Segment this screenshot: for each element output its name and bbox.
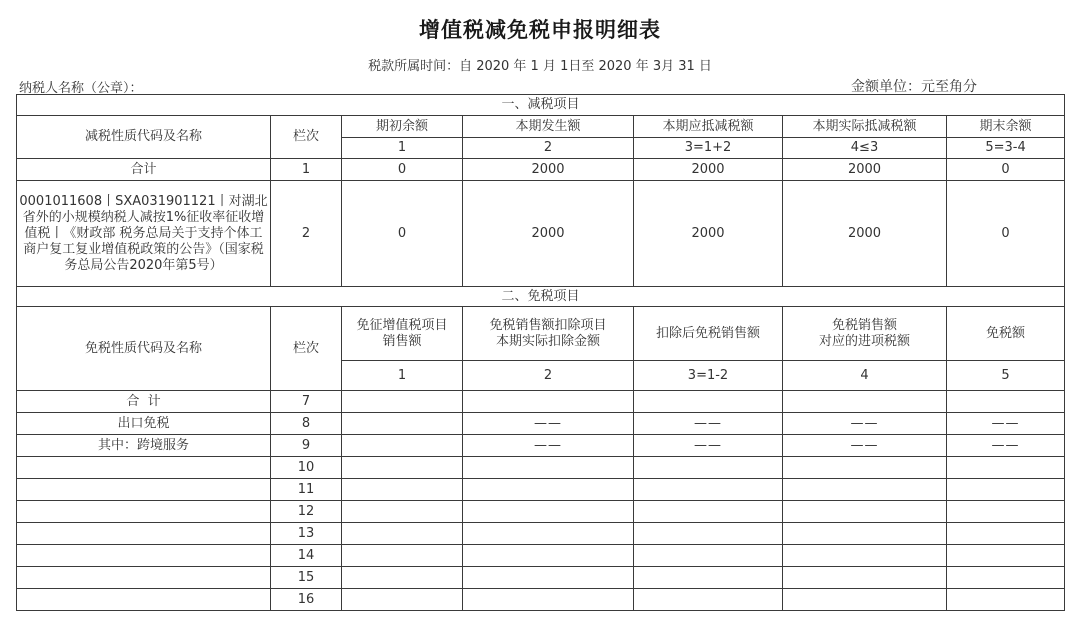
amount-cell[interactable] [947, 391, 1065, 413]
amount-cell[interactable] [342, 457, 463, 479]
row-name[interactable] [17, 545, 271, 567]
row-name[interactable] [17, 567, 271, 589]
col-header-exempt-sales: 免征增值税项目 销售额 [342, 307, 463, 361]
amount-cell[interactable] [783, 567, 947, 589]
formula-cell: 3=1+2 [634, 138, 783, 159]
col-header-deductible: 本期应抵减税额 [634, 116, 783, 138]
amount-cell[interactable] [634, 567, 783, 589]
table-row [17, 435, 1065, 457]
taxpayer-name-label: 纳税人名称（公章）： [19, 81, 143, 96]
row-line: 12 [271, 501, 342, 523]
row-line: 8 [271, 413, 342, 435]
section2-name-header: 免税性质代码及名称 [17, 307, 271, 391]
na-cell: —— [947, 435, 1065, 457]
amount-cell[interactable]: 0 [342, 159, 463, 181]
formula-cell: 4 [783, 361, 947, 391]
table-row [17, 589, 1065, 611]
col-header-opening-balance: 期初余额 [342, 116, 463, 138]
na-cell: —— [463, 435, 634, 457]
section2-header-row [17, 307, 1065, 361]
amount-cell[interactable] [947, 501, 1065, 523]
amount-cell[interactable] [634, 391, 783, 413]
formula-cell: 5 [947, 361, 1065, 391]
amount-cell[interactable] [947, 589, 1065, 611]
formula-cell: 2 [463, 361, 634, 391]
amount-cell[interactable] [783, 479, 947, 501]
amount-cell[interactable] [463, 391, 634, 413]
section1-title-row [17, 95, 1065, 116]
row-name: 出口免税 [17, 413, 271, 435]
table-row [17, 413, 1065, 435]
na-cell: —— [634, 413, 783, 435]
na-cell: —— [783, 435, 947, 457]
col-header-net-exempt-sales: 扣除后免税销售额 [634, 307, 783, 361]
formula-cell: 1 [342, 361, 463, 391]
table-row [17, 181, 1065, 287]
formula-cell: 3=1-2 [634, 361, 783, 391]
amount-cell[interactable] [463, 545, 634, 567]
row-line: 7 [271, 391, 342, 413]
amount-cell[interactable] [947, 457, 1065, 479]
amount-cell[interactable] [634, 501, 783, 523]
row-line: 15 [271, 567, 342, 589]
table-row [17, 457, 1065, 479]
amount-cell[interactable] [783, 457, 947, 479]
formula-cell: 4≤3 [783, 138, 947, 159]
row-line: 13 [271, 523, 342, 545]
amount-cell[interactable]: 2000 [634, 159, 783, 181]
formula-cell: 1 [342, 138, 463, 159]
row-line: 11 [271, 479, 342, 501]
na-cell: —— [947, 413, 1065, 435]
formula-cell: 5=3-4 [947, 138, 1065, 159]
section2-title-row [17, 287, 1065, 307]
row-name: 其中：跨境服务 [17, 435, 271, 457]
amount-cell[interactable]: 0 [947, 181, 1065, 287]
row-name[interactable] [17, 457, 271, 479]
amount-cell[interactable] [342, 501, 463, 523]
amount-cell[interactable]: 2000 [783, 181, 947, 287]
amount-cell[interactable] [783, 523, 947, 545]
col-header-current-amount: 本期发生额 [463, 116, 634, 138]
amount-cell[interactable] [342, 413, 463, 435]
amount-cell[interactable] [342, 567, 463, 589]
amount-cell[interactable] [947, 567, 1065, 589]
table-row [17, 523, 1065, 545]
amount-cell[interactable] [783, 545, 947, 567]
table-row [17, 159, 1065, 181]
row-line: 2 [271, 181, 342, 287]
row-name[interactable] [17, 523, 271, 545]
section2-title: 二、免税项目 [17, 287, 1065, 307]
row-name[interactable] [17, 501, 271, 523]
form-title: 增值税减免税申报明细表 [419, 18, 661, 42]
section1-line-header: 栏次 [271, 116, 342, 159]
section1-name-header: 减税性质代码及名称 [17, 116, 271, 159]
amount-cell[interactable] [463, 479, 634, 501]
formula-cell: 2 [463, 138, 634, 159]
amount-cell[interactable]: 2000 [783, 159, 947, 181]
amount-cell[interactable] [634, 479, 783, 501]
col-header-input-tax: 免税销售额 对应的进项税额 [783, 307, 947, 361]
table-row [17, 501, 1065, 523]
amount-cell[interactable] [463, 457, 634, 479]
section1-title: 一、减税项目 [17, 95, 1065, 116]
table-row [17, 479, 1065, 501]
na-cell: —— [463, 413, 634, 435]
col-header-exempt-amount: 免税额 [947, 307, 1065, 361]
amount-cell[interactable] [342, 479, 463, 501]
col-header-closing-balance: 期末余额 [947, 116, 1065, 138]
section1-header-row [17, 116, 1065, 138]
amount-cell[interactable] [947, 479, 1065, 501]
row-line: 14 [271, 545, 342, 567]
amount-cell[interactable] [783, 391, 947, 413]
section2-line-header: 栏次 [271, 307, 342, 391]
na-cell: —— [783, 413, 947, 435]
amount-cell[interactable] [342, 545, 463, 567]
table-row [17, 391, 1065, 413]
amount-cell[interactable]: 0 [342, 181, 463, 287]
amount-cell[interactable] [634, 523, 783, 545]
amount-cell[interactable] [342, 589, 463, 611]
na-cell: —— [634, 435, 783, 457]
col-header-actual-deducted: 本期实际抵减税额 [783, 116, 947, 138]
amount-cell[interactable] [463, 567, 634, 589]
row-name[interactable] [17, 479, 271, 501]
amount-cell[interactable] [634, 589, 783, 611]
amount-cell[interactable] [463, 589, 634, 611]
amount-cell[interactable] [342, 523, 463, 545]
row-line: 9 [271, 435, 342, 457]
amount-cell[interactable] [342, 391, 463, 413]
amount-cell[interactable] [783, 589, 947, 611]
amount-cell[interactable]: 2000 [634, 181, 783, 287]
row-line: 10 [271, 457, 342, 479]
row-name[interactable] [17, 589, 271, 611]
table-row [17, 567, 1065, 589]
amount-cell[interactable] [634, 457, 783, 479]
amount-cell[interactable] [783, 501, 947, 523]
amount-cell[interactable]: 2000 [463, 181, 634, 287]
amount-cell[interactable] [463, 501, 634, 523]
amount-cell[interactable] [947, 545, 1065, 567]
vat-relief-table [16, 94, 1065, 611]
amount-unit-label: 金额单位：元至角分 [851, 79, 977, 95]
amount-cell[interactable]: 2000 [463, 159, 634, 181]
amount-cell[interactable]: 0 [947, 159, 1065, 181]
row-name: 合 计 [17, 391, 271, 413]
amount-cell[interactable] [463, 523, 634, 545]
amount-cell[interactable] [947, 523, 1065, 545]
table-row [17, 545, 1065, 567]
amount-cell[interactable] [342, 435, 463, 457]
amount-cell[interactable] [634, 545, 783, 567]
row-line: 16 [271, 589, 342, 611]
row-line: 1 [271, 159, 342, 181]
row-name: 0001011608丨SXA031901121丨对湖北省外的小规模纳税人减按1%征收率征收增值税丨《财政部 税务总局关于支持个体工商户复工复业增值税政策的公告》（国家税务总局公告2020年第5号） [17, 181, 271, 287]
tax-period: 税款所属时间：自 2020 年 1 月 1日至 2020 年 3月 31 日 [368, 59, 712, 74]
row-name: 合计 [17, 159, 271, 181]
col-header-deduction: 免税销售额扣除项目 本期实际扣除金额 [463, 307, 634, 361]
